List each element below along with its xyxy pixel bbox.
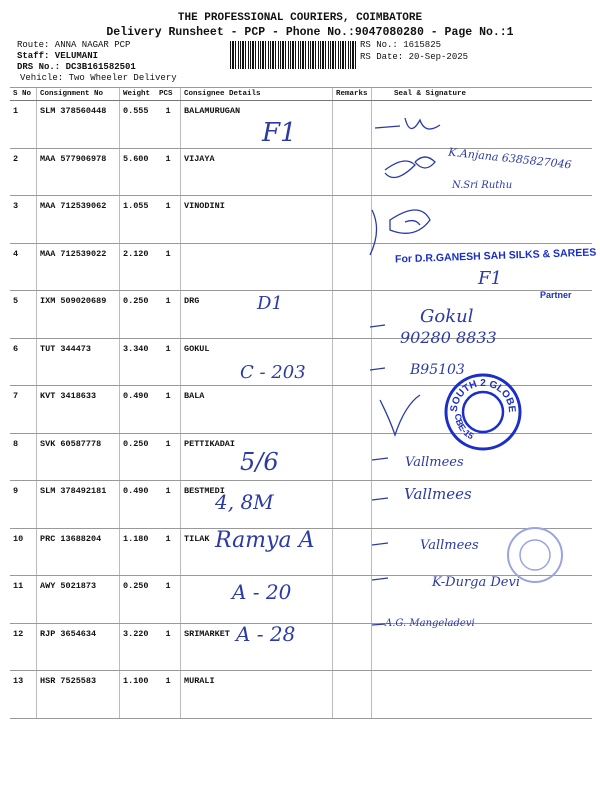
consignee-cell: BALA [181, 386, 333, 434]
consignment-cell: AWY 5021873 [37, 576, 120, 624]
pcs-cell: 1 [156, 433, 181, 481]
handwriting: K.Anjana 6385827046 [447, 145, 573, 172]
consignment-cell: KVT 3418633 [37, 386, 120, 434]
sno-cell: 10 [10, 528, 37, 576]
handwriting: Ramya A [215, 528, 315, 553]
col-weight: Weight [120, 88, 157, 101]
pcs-cell: 1 [156, 386, 181, 434]
rs-number: RS No.: 1615825 [360, 40, 442, 50]
consignee-cell: GOKUL [181, 338, 333, 386]
handwriting: K-Durga Devi [432, 575, 520, 590]
pcs-cell: 1 [156, 623, 181, 671]
shop-stamp: For D.R.GANESH SAH SILKS & SAREES [394, 246, 597, 266]
pcs-cell: 1 [156, 481, 181, 529]
sno-cell: 5 [10, 291, 37, 339]
col-remarks: Remarks [333, 88, 372, 101]
handwriting: 5/6 [240, 448, 279, 476]
handwriting: A - 28 [236, 622, 296, 646]
faded-stamp [505, 525, 565, 585]
handwriting: B95103 [410, 362, 465, 378]
consignee-cell: BALAMURUGAN [181, 101, 333, 149]
pcs-cell: 1 [156, 528, 181, 576]
consignment-cell: RJP 3654634 [37, 623, 120, 671]
handwriting: Vallmees [420, 538, 479, 553]
company-title: THE PROFESSIONAL COURIERS, COIMBATORE [177, 12, 423, 24]
sno-cell: 4 [10, 243, 37, 291]
sno-cell: 1 [10, 101, 37, 149]
vehicle: Vehicle: Two Wheeler Delivery [20, 73, 177, 83]
weight-cell: 0.250 [120, 291, 157, 339]
pcs-cell: 1 [156, 671, 181, 719]
sno-cell: 11 [10, 576, 37, 624]
weight-cell: 0.490 [120, 386, 157, 434]
col-consignment: Consignment No [37, 88, 120, 101]
globe-stamp [443, 372, 523, 452]
pcs-cell: 1 [156, 101, 181, 149]
staff: Staff: VELUMANI [17, 51, 99, 61]
runsheet-subtitle: Delivery Runsheet - PCP - Phone No.:9047080280 - Page No.:1 [106, 26, 514, 39]
consignee-cell: MURALI [181, 671, 333, 719]
handwriting: 4, 8M [215, 490, 274, 514]
drs-number: DRS No.: DC3B161582501 [17, 62, 136, 72]
weight-cell: 2.120 [120, 243, 157, 291]
partner-stamp: Partner [540, 290, 572, 300]
handwriting: Vallmees [405, 455, 464, 470]
weight-cell: 5.600 [120, 148, 157, 196]
col-consignee: Consignee Details [181, 88, 333, 101]
weight-cell: 0.250 [120, 433, 157, 481]
consignment-cell: MAA 712539022 [37, 243, 120, 291]
route: Route: ANNA NAGAR PCP [17, 40, 131, 50]
weight-cell: 3.220 [120, 623, 157, 671]
sno-cell: 7 [10, 386, 37, 434]
handwriting: F1 [478, 268, 502, 289]
consignment-cell: HSR 7525583 [37, 671, 120, 719]
pcs-cell: 1 [156, 148, 181, 196]
consignee-cell: DRG [181, 291, 333, 339]
pcs-cell: 1 [156, 291, 181, 339]
weight-cell: 1.055 [120, 196, 157, 244]
consignee-cell: VINODINI [181, 196, 333, 244]
weight-cell: 1.100 [120, 671, 157, 719]
sno-cell: 6 [10, 338, 37, 386]
consignment-cell: SLM 378560448 [37, 101, 120, 149]
handwriting: Vallmees [404, 485, 472, 503]
weight-cell: 3.340 [120, 338, 157, 386]
weight-cell: 1.180 [120, 528, 157, 576]
handwriting: F1 [262, 118, 297, 148]
sno-cell: 9 [10, 481, 37, 529]
rs-date: RS Date: 20-Sep-2025 [360, 52, 469, 62]
consignee-cell: VIJAYA [181, 148, 333, 196]
pcs-cell: 1 [156, 576, 181, 624]
consignment-cell: SVK 60587778 [37, 433, 120, 481]
col-sno: S No [10, 88, 37, 101]
handwriting: A - 20 [232, 580, 292, 604]
handwriting: C - 203 [240, 362, 306, 383]
handwriting: 90280 8833 [400, 328, 497, 347]
handwriting: D1 [257, 293, 283, 314]
consignee-cell: TILAK [181, 528, 333, 576]
weight-cell: 0.490 [120, 481, 157, 529]
consignment-cell: SLM 378492181 [37, 481, 120, 529]
sno-cell: 2 [10, 148, 37, 196]
consignee-cell: BESTMEDI [181, 481, 333, 529]
pcs-cell: 1 [156, 196, 181, 244]
globe-stamp-bottom: CBE-15 [452, 413, 476, 442]
weight-cell: 0.250 [120, 576, 157, 624]
globe-stamp-top: SOUTH 2 GLOBE [448, 377, 518, 413]
consignee-cell: PETTIKADAI [181, 433, 333, 481]
sno-cell: 3 [10, 196, 37, 244]
pcs-cell: 1 [156, 338, 181, 386]
sno-cell: 12 [10, 623, 37, 671]
sno-cell: 8 [10, 433, 37, 481]
handwriting: N.Sri Ruthu [452, 180, 513, 191]
handwriting: Gokul [420, 306, 474, 327]
consignee-cell: SRIMARKET [181, 623, 333, 671]
col-seal: Seal & Signature [372, 88, 593, 101]
weight-cell: 0.555 [120, 101, 157, 149]
consignment-cell: MAA 577906978 [37, 148, 120, 196]
consignment-cell: PRC 13688204 [37, 528, 120, 576]
pcs-cell: 1 [156, 243, 181, 291]
consignment-cell: MAA 712539062 [37, 196, 120, 244]
consignment-cell: TUT 344473 [37, 338, 120, 386]
sno-cell: 13 [10, 671, 37, 719]
col-pcs: PCS [156, 88, 181, 101]
consignment-cell: IXM 509020689 [37, 291, 120, 339]
handwriting: A.G. Mangeladevi [385, 618, 475, 629]
